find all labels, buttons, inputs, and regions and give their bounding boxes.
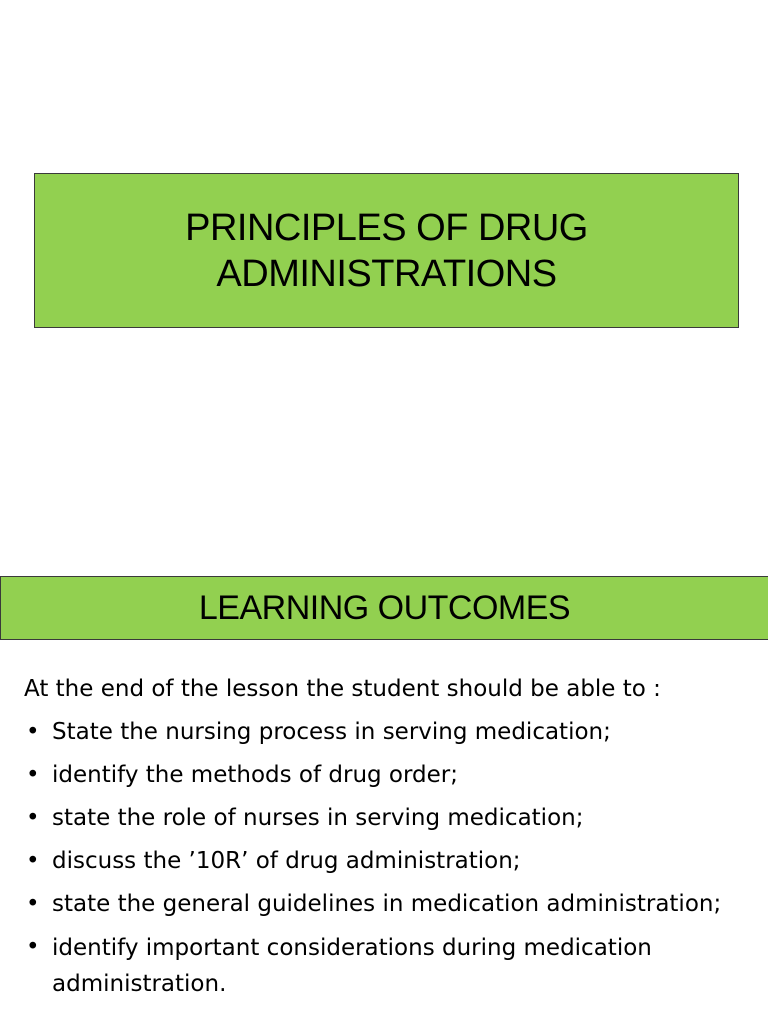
list-item-text: identify the methods of drug order; bbox=[52, 762, 459, 788]
learning-outcomes-content bbox=[24, 668, 760, 1002]
bullet-icon: • bbox=[26, 848, 40, 874]
list-item-text: state the role of nurses in serving medication; bbox=[52, 805, 584, 831]
list-item bbox=[24, 883, 760, 926]
bullet-icon: • bbox=[26, 934, 40, 960]
bullet-icon: • bbox=[26, 805, 40, 831]
intro-text: At the end of the lesson the student should be able to : bbox=[24, 676, 661, 702]
section-heading: LEARNING OUTCOMES bbox=[198, 588, 571, 627]
list-item-text: discuss the ’10R’ of drug administration; bbox=[52, 848, 521, 874]
list-item-text: State the nursing process in serving medication; bbox=[52, 719, 611, 745]
list-item bbox=[24, 926, 760, 1002]
bullet-icon: • bbox=[26, 719, 40, 745]
list-item bbox=[24, 797, 760, 840]
page-title bbox=[165, 205, 608, 297]
list-item-text: identify important considerations during medication administration. bbox=[52, 935, 652, 997]
outcomes-list bbox=[24, 711, 760, 1002]
section-heading-box bbox=[0, 576, 768, 640]
list-item bbox=[24, 754, 760, 797]
list-item bbox=[24, 711, 760, 754]
title-box bbox=[34, 173, 739, 328]
page-title-line-2: ADMINISTRATIONS bbox=[216, 252, 557, 295]
page-title-line-1: PRINCIPLES OF DRUG bbox=[185, 206, 588, 249]
bullet-icon: • bbox=[26, 762, 40, 788]
list-item-text: state the general guidelines in medication administration; bbox=[52, 891, 722, 917]
bullet-icon: • bbox=[26, 891, 40, 917]
list-item bbox=[24, 840, 760, 883]
